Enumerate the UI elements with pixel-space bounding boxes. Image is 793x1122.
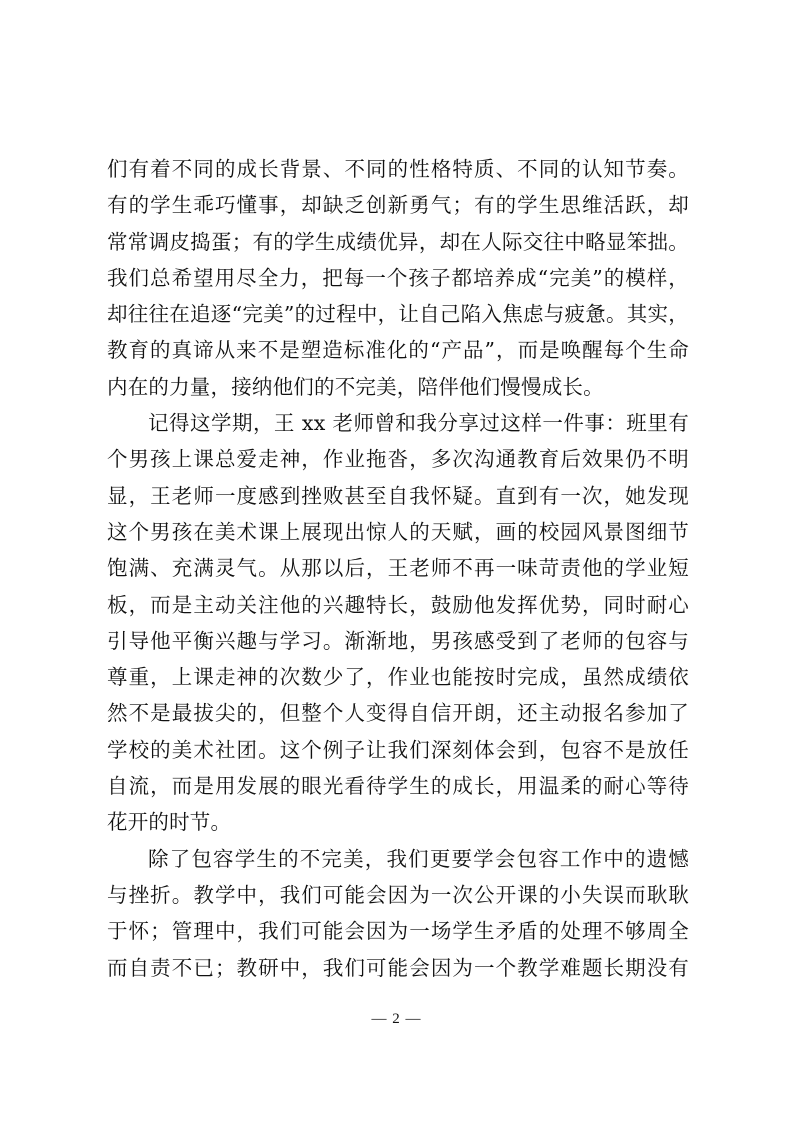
text-line: 教育的真谛从来不是塑造标准化的“产品”，而是唤醒每个生命 xyxy=(107,338,689,363)
text-line: 有的学生乖巧懂事，却缺乏创新勇气；有的学生思维活跃，却 xyxy=(107,193,689,218)
text-line: 个男孩上课总爱走神，作业拖沓，多次沟通教育后效果仍不明 xyxy=(107,447,689,472)
text-line: 自流，而是用发展的眼光看待学生的成长，用温柔的耐心等待 xyxy=(107,774,689,799)
text-line: 内在的力量，接纳他们的不完美，陪伴他们慢慢成长。 xyxy=(107,374,604,399)
text-line: 然不是最拔尖的，但整个人变得自信开朗，还主动报名参加了 xyxy=(107,701,689,726)
text-line: 们有着不同的成长背景、不同的性格特质、不同的认知节奏。 xyxy=(107,157,689,181)
paragraph-first-line: 除了包容学生的不完美，我们更要学会包容工作中的遗憾 xyxy=(148,846,689,871)
text-line: 常常调皮捣蛋；有的学生成绩优异，却在人际交往中略显笨拙。 xyxy=(107,229,689,254)
text-line: 与挫折。教学中，我们可能会因为一次公开课的小失误而耿耿 xyxy=(107,882,689,907)
text-line: 尊重，上课走神的次数少了，作业也能按时完成，虽然成绩依 xyxy=(107,665,689,690)
text-line: 我们总希望用尽全力，把每一个孩子都培养成“完美”的模样， xyxy=(107,265,689,290)
text-line: 而自责不已；教研中，我们可能会因为一个教学难题长期没有 xyxy=(107,955,689,980)
page-number: — 2 — xyxy=(371,1011,422,1027)
text-line: 这个男孩在美术课上展现出惊人的天赋，画的校园风景图细节 xyxy=(107,519,689,544)
text-line: 引导他平衡兴趣与学习。渐渐地，男孩感受到了老师的包容与 xyxy=(107,628,689,653)
text-line: 花开的时节。 xyxy=(107,810,232,835)
body-text xyxy=(107,151,689,986)
text-line: 显，王老师一度感到挫败甚至自我怀疑。直到有一次，她发现 xyxy=(107,483,689,508)
text-line: 学校的美术社团。这个例子让我们深刻体会到，包容不是放任 xyxy=(107,737,689,762)
paragraph-first-line: 记得这学期，王 xx 老师曾和我分享过这样一件事：班里有 xyxy=(148,411,689,436)
text-line: 板，而是主动关注他的兴趣特长，鼓励他发挥优势，同时耐心 xyxy=(107,592,689,617)
text-line: 于怀；管理中，我们可能会因为一场学生矛盾的处理不够周全 xyxy=(107,919,689,944)
text-line: 却往往在追逐“完美”的过程中，让自己陷入焦虑与疲惫。其实， xyxy=(107,302,689,327)
text-line: 饱满、充满灵气。从那以后，王老师不再一味苛责他的学业短 xyxy=(107,556,689,581)
